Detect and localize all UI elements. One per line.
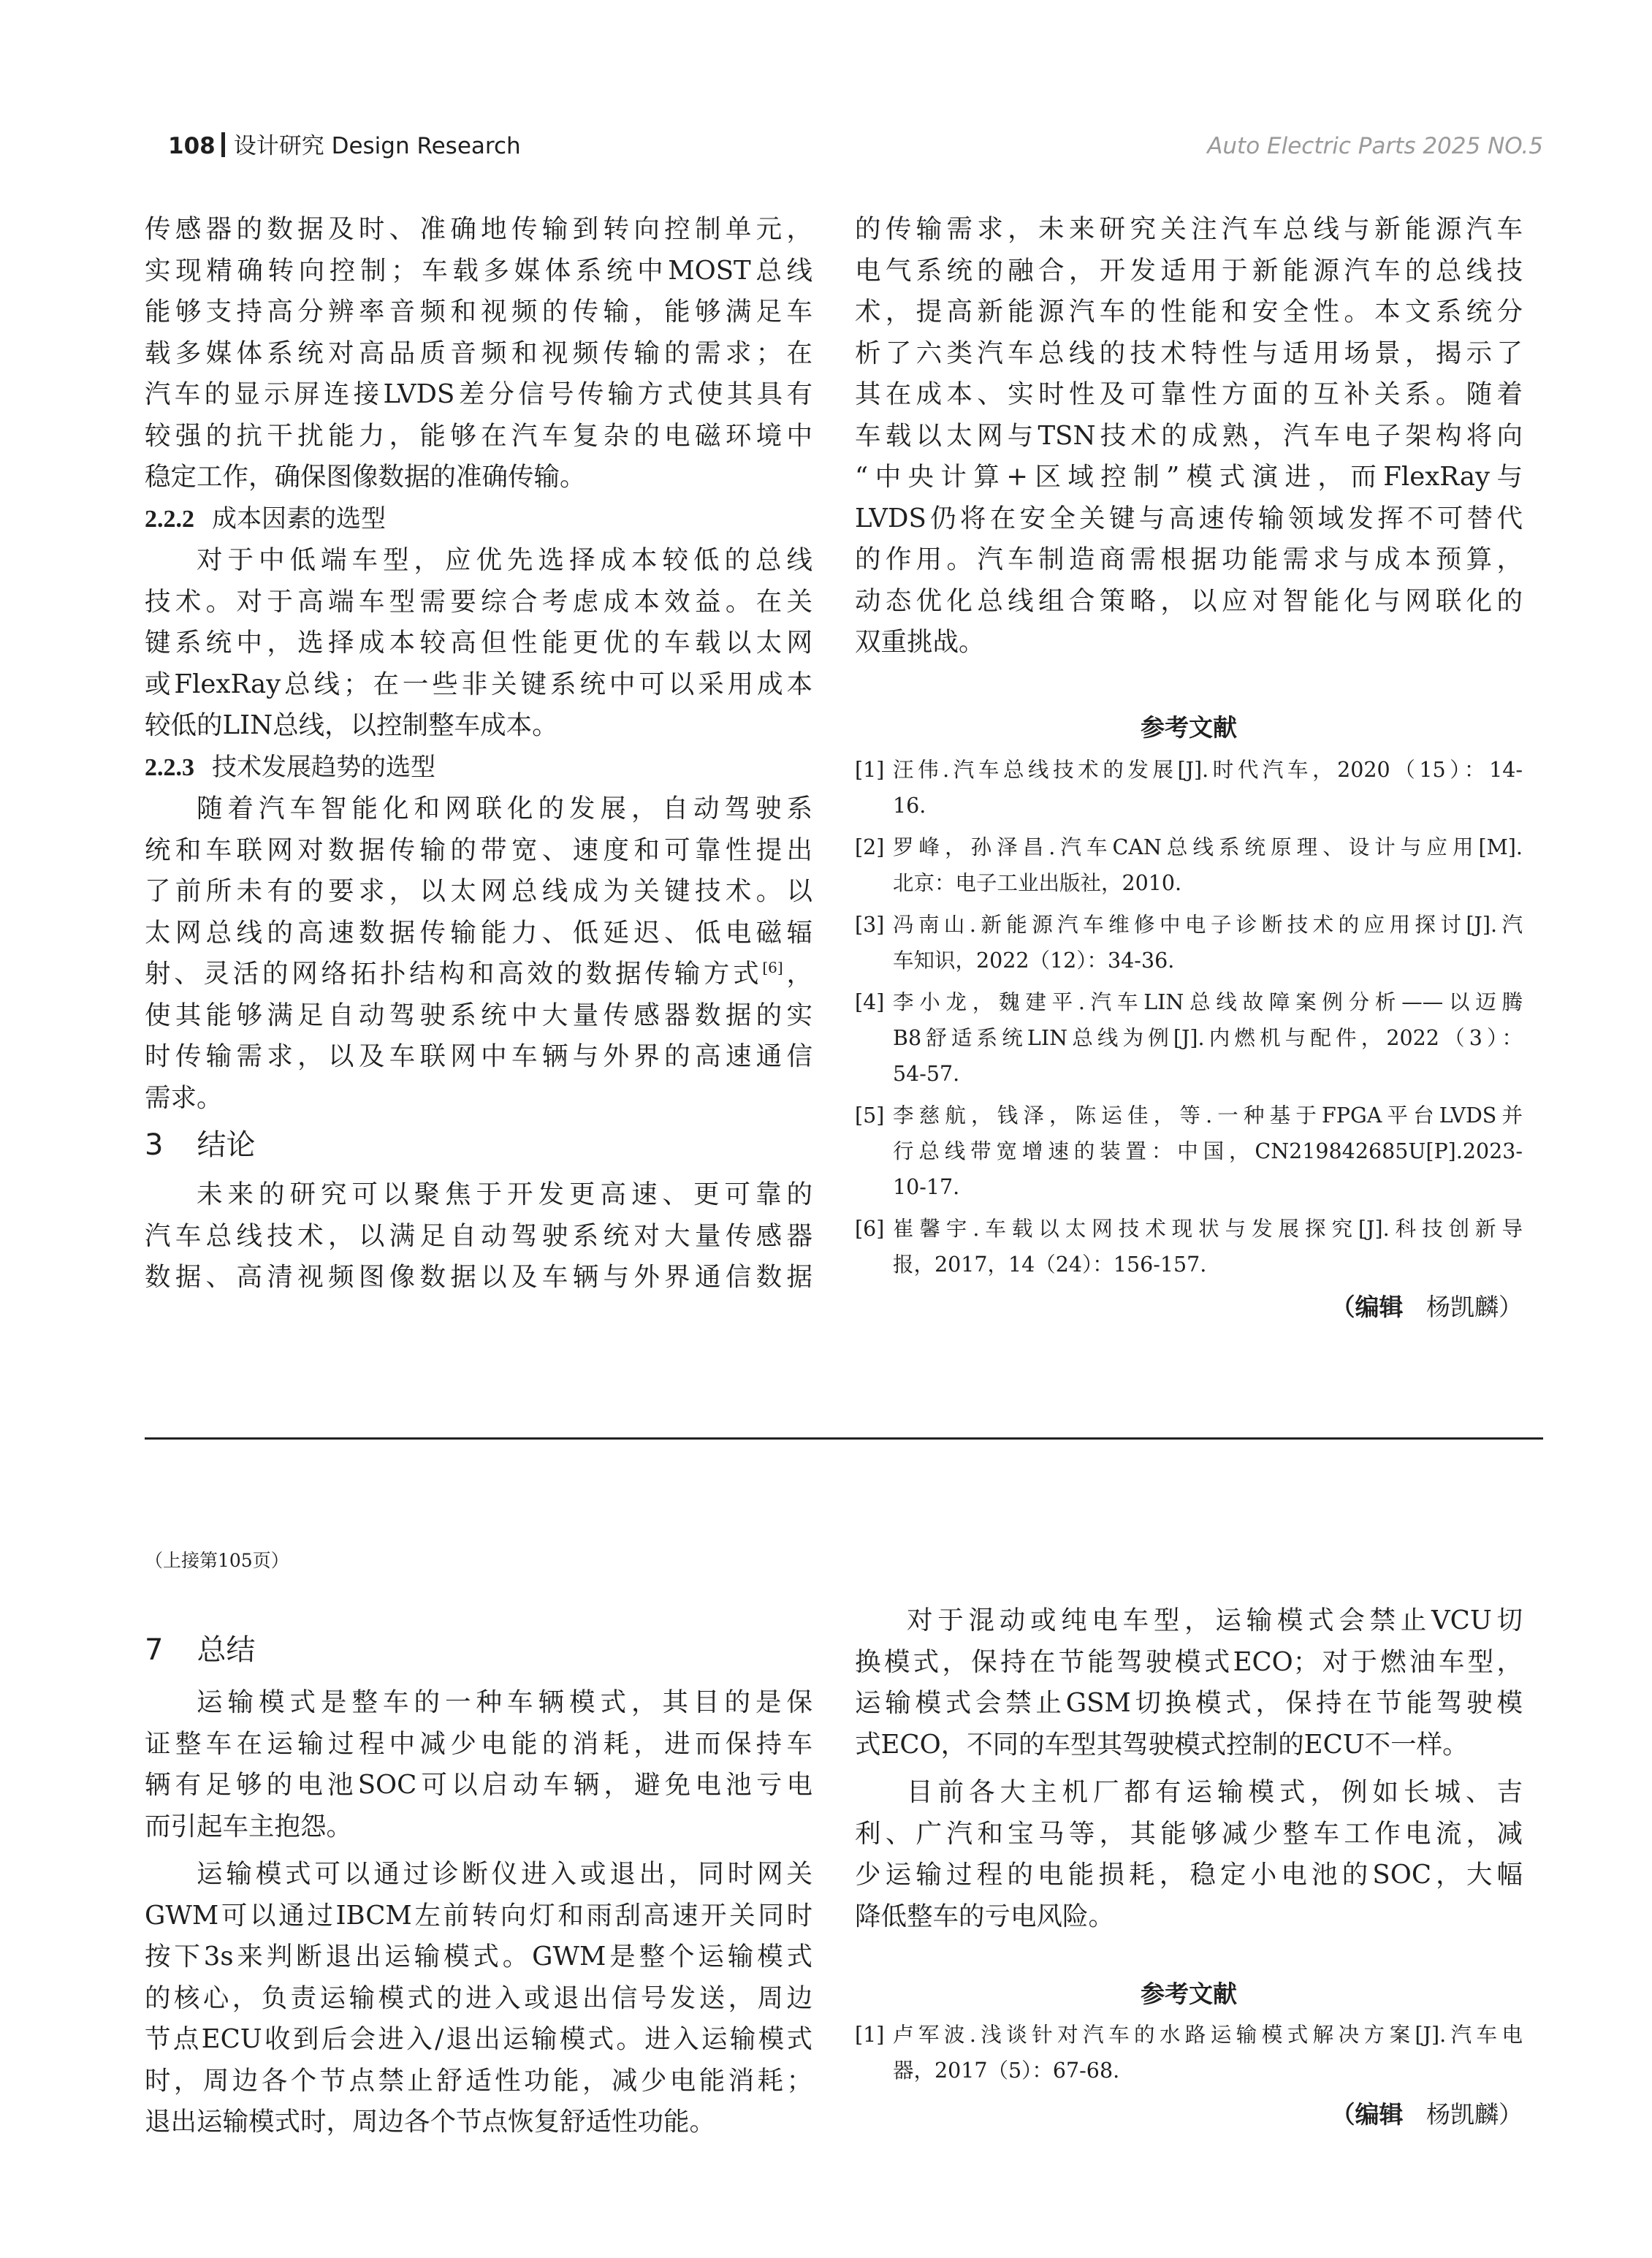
reference-text: 车知识，2022（12）：34-36. [893, 948, 1175, 973]
paragraph-line: 的核心，负责运输模式的进入或退出信号发送，周边 [145, 1983, 812, 2013]
paragraph-line: 较低的LIN总线，以控制整车成本。 [145, 710, 558, 740]
reference-text: 16. [893, 793, 926, 818]
paragraph-vehicle-types [855, 1600, 1523, 1765]
article1-left-column [145, 209, 812, 1299]
running-header-left [168, 126, 521, 167]
subsection-title: 技术发展趋势的选型 [212, 752, 435, 782]
paragraph-line: 对于混动或纯电车型，运输模式会禁止VCU切 [907, 1605, 1523, 1635]
paragraph-line: 随着汽车智能化和网联化的发展，自动驾驶系 [197, 794, 812, 824]
section-heading-3 [145, 1125, 812, 1166]
journal-name: Auto Electric Parts 2025 NO.5 [1207, 133, 1543, 159]
citation-marker: [6] [762, 959, 783, 977]
article1-right-column [855, 209, 1523, 1323]
section-number: 7 [145, 1633, 164, 1667]
paragraph-oems [855, 1772, 1523, 1937]
paragraph-line: 的传输需求，未来研究关注汽车总线与新能源汽车 [855, 214, 1523, 244]
reference-item [855, 907, 1523, 978]
subsection-number: 2.2.3 [145, 753, 194, 781]
reference-text: 冯南山.新能源汽车维修中电子诊断技术的应用探讨[J].汽 [893, 912, 1523, 937]
paragraph-line: 证整车在运输过程中减少电能的消耗，进而保持车 [145, 1728, 812, 1759]
editor-label: （编辑 [1331, 2100, 1404, 2129]
paragraph-line: 而引起车主抱怨。 [145, 1811, 353, 1841]
editor-credit [855, 1288, 1523, 1323]
reference-text: 10-17. [893, 1174, 960, 1199]
paragraph-line: 传感器的数据及时、准确地传输到转向控制单元， [145, 214, 812, 244]
paragraph-line: 利、广汽和宝马等，其能够减少整车工作电流，减 [855, 1818, 1523, 1849]
editor-label: （编辑 [1331, 1292, 1404, 1321]
paragraph-conclusion-cont [855, 209, 1523, 664]
paragraph-line: 太网总线的高速数据传输能力、低延迟、低电磁辐 [145, 917, 812, 948]
reference-text: 行总线带宽增速的装置：中国，CN219842685U[P].2023- [893, 1138, 1523, 1163]
paragraph-bus-application [145, 209, 812, 498]
line-text: 射、灵活的网络拓扑结构和高效的数据传输方式 [145, 959, 763, 989]
paragraph-line: LVDS仍将在安全关键与高速传输领域发挥不可替代 [855, 503, 1523, 533]
editor-name: 杨凯麟） [1426, 2100, 1523, 2129]
paragraph-line: 运输模式会禁止GSM切换模式，保持在节能驾驶模 [855, 1688, 1523, 1718]
section-name: 设计研究 Design Research [233, 133, 521, 159]
reference-item [855, 752, 1523, 824]
paragraph-line: 键系统中，选择成本较高但性能更优的车载以太网 [145, 628, 812, 658]
reference-text: 器，2017（5）：67-68. [893, 2059, 1120, 2083]
reference-text: 李小龙，魏建平.汽车LIN总线故障案例分析——以迈腾 [893, 989, 1523, 1014]
paragraph-line: 或FlexRay总线；在一些非关键系统中可以采用成本 [145, 669, 812, 699]
paragraph-line: 式ECO，不同的车型其驾驶模式控制的ECU不一样。 [855, 1729, 1469, 1760]
paragraph-line: 其在成本、实时性及可靠性方面的互补关系。随着 [855, 379, 1523, 409]
references-title: 参考文献 [1141, 712, 1237, 742]
paragraph-line: 使其能够满足自动驾驶系统中大量传感器数据的实 [145, 1000, 812, 1030]
reference-label: [1] [855, 757, 885, 782]
paragraph-line: 数据、高清视频图像数据以及车辆与外界通信数据 [145, 1262, 812, 1292]
paragraph-line: 稳定工作，确保图像数据的准确传输。 [145, 462, 586, 492]
paragraph-line: 对于中低端车型，应优先选择成本较低的总线 [197, 545, 812, 575]
paragraph-line: 技术。对于高端车型需要综合考虑成本效益。在关 [145, 586, 812, 617]
paragraph-line [145, 954, 812, 995]
reference-label: [1] [855, 2023, 885, 2047]
reference-text: 崔馨宇.车载以太网技术现状与发展探究[J].科技创新导 [893, 1216, 1523, 1241]
paragraph-trend [145, 788, 812, 954]
header-divider-bar [221, 132, 225, 157]
paragraph-line: 运输模式可以通过诊断仪进入或退出，同时网关 [197, 1859, 812, 1889]
paragraph-line: 辆有足够的电池SOC可以启动车辆，避免电池亏电 [145, 1770, 812, 1800]
reference-label: [3] [855, 912, 885, 937]
paragraph-line: 了前所未有的要求，以太网总线成为关键技术。以 [145, 876, 812, 906]
paragraph-line: 析了六类汽车总线的技术特性与适用场景，揭示了 [855, 338, 1523, 368]
reference-list [855, 2017, 1523, 2088]
section-title: 总结 [197, 1633, 256, 1667]
subsection-title: 成本因素的选型 [212, 503, 386, 533]
paragraph-line: 时传输需求，以及车联网中车辆与外界的高速通信 [145, 1041, 812, 1071]
paragraph-cost [145, 540, 812, 747]
reference-text: 54-57. [893, 1061, 960, 1086]
paragraph-line: 未来的研究可以聚焦于开发更高速、更可靠的 [197, 1179, 812, 1209]
reference-text: 汪伟.汽车总线技术的发展[J].时代汽车，2020（15）：14- [893, 757, 1523, 782]
article-divider [145, 1437, 1543, 1440]
reference-list [855, 752, 1523, 1282]
paragraph-line: “中央计算+区域控制”模式演进，而FlexRay与 [855, 462, 1523, 492]
subsection-heading-2-2-3 [145, 747, 812, 789]
continued-from-note: （上接第105页） [145, 1550, 289, 1571]
reference-item [855, 1098, 1523, 1205]
paragraph-line: 目前各大主机厂都有运输模式，例如长城、吉 [907, 1777, 1523, 1807]
subsection-number: 2.2.2 [145, 505, 194, 533]
reference-text: 李慈航，钱泽，陈运佳，等.一种基于FPGA平台LVDS并 [893, 1103, 1523, 1128]
references-title: 参考文献 [1141, 1980, 1237, 2008]
reference-item [855, 1211, 1523, 1282]
reference-text: 卢军波.浅谈针对汽车的水路运输模式解决方案[J].汽车电 [893, 2023, 1523, 2047]
paragraph-line: GWM可以通过IBCM左前转向灯和雨刮高速开关同时 [145, 1900, 812, 1931]
paragraph-line: 车载以太网与TSN技术的成熟，汽车电子架构将向 [855, 420, 1523, 451]
section-number: 3 [145, 1128, 164, 1162]
paragraph-line: 的作用。汽车制造商需根据功能需求与成本预算， [855, 544, 1523, 574]
paragraph-line: 实现精确转向控制；车载多媒体系统中MOST总线 [145, 255, 812, 286]
paragraph-trend-cont [145, 995, 812, 1120]
reference-text: 罗峰，孙泽昌.汽车CAN总线系统原理、设计与应用[M]. [893, 835, 1523, 859]
reference-item [855, 829, 1523, 901]
paragraph-line: 电气系统的融合，开发适用于新能源汽车的总线技 [855, 255, 1523, 286]
paragraph-line: 汽车总线技术，以满足自动驾驶系统对大量传感器 [145, 1220, 812, 1251]
reference-label: [6] [855, 1216, 885, 1241]
paragraph-line: 能够支持高分辨率音频和视频的传输，能够满足车 [145, 297, 812, 327]
reference-label: [4] [855, 989, 885, 1014]
paragraph-line: 双重挑战。 [855, 627, 985, 657]
paragraph-conclusion [145, 1174, 812, 1299]
reference-text: B8舒适系统LIN总线为例[J].内燃机与配件，2022（3）： [893, 1025, 1523, 1050]
paragraph-line: 载多媒体系统对高品质音频和视频传输的需求；在 [145, 338, 812, 368]
paragraph-line: 术，提高新能源汽车的性能和安全性。本文系统分 [855, 297, 1523, 327]
article2-right-column [855, 1600, 1523, 2130]
paragraph-transport-mode [145, 1682, 812, 1847]
paragraph-gwm [145, 1854, 812, 2143]
section-heading-7 [145, 1630, 812, 1670]
paragraph-line: 较强的抗干扰能力，能够在汽车复杂的电磁环境中 [145, 420, 812, 451]
reference-label: [5] [855, 1103, 885, 1128]
paragraph-line: 运输模式是整车的一种车辆模式，其目的是保 [197, 1687, 812, 1717]
reference-item [855, 2017, 1523, 2088]
paragraph-line: 节点ECU收到后会进入/退出运输模式。进入运输模式 [145, 2024, 812, 2054]
paragraph-line: 换模式，保持在节能驾驶模式ECO；对于燃油车型， [855, 1646, 1523, 1677]
page-number: 108 [168, 133, 216, 159]
paragraph-line: 降低整车的亏电风险。 [855, 1901, 1115, 1931]
paragraph-line: 统和车联网对数据传输的带宽、速度和可靠性提出 [145, 835, 812, 865]
paragraph-line: 汽车的显示屏连接LVDS差分信号传输方式使其具有 [145, 379, 812, 409]
reference-item [855, 984, 1523, 1092]
paragraph-line: 退出运输模式时，周边各个节点恢复舒适性功能。 [145, 2107, 716, 2137]
paragraph-line: 按下3s来判断退出运输模式。GWM是整个运输模式 [145, 1942, 812, 1972]
editor-credit [855, 2096, 1523, 2130]
editor-name: 杨凯麟） [1426, 1292, 1523, 1321]
paragraph-line: 动态优化总线组合策略，以应对智能化与网联化的 [855, 585, 1523, 616]
paragraph-line: 时，周边各个节点禁止舒适性功能，减少电能消耗； [145, 2065, 812, 2096]
section-title: 结论 [197, 1128, 256, 1162]
reference-text: 报，2017，14（24）：156-157. [893, 1252, 1207, 1277]
paragraph-line: 需求。 [145, 1082, 223, 1113]
reference-label: [2] [855, 835, 885, 859]
reference-text: 北京：电子工业出版社，2010. [893, 870, 1182, 895]
article2-left-column [145, 1630, 812, 2143]
line-text: ， [783, 959, 812, 989]
subsection-heading-2-2-2 [145, 498, 812, 541]
paragraph-line: 少运输过程的电能损耗，稳定小电池的SOC，大幅 [855, 1860, 1523, 1890]
